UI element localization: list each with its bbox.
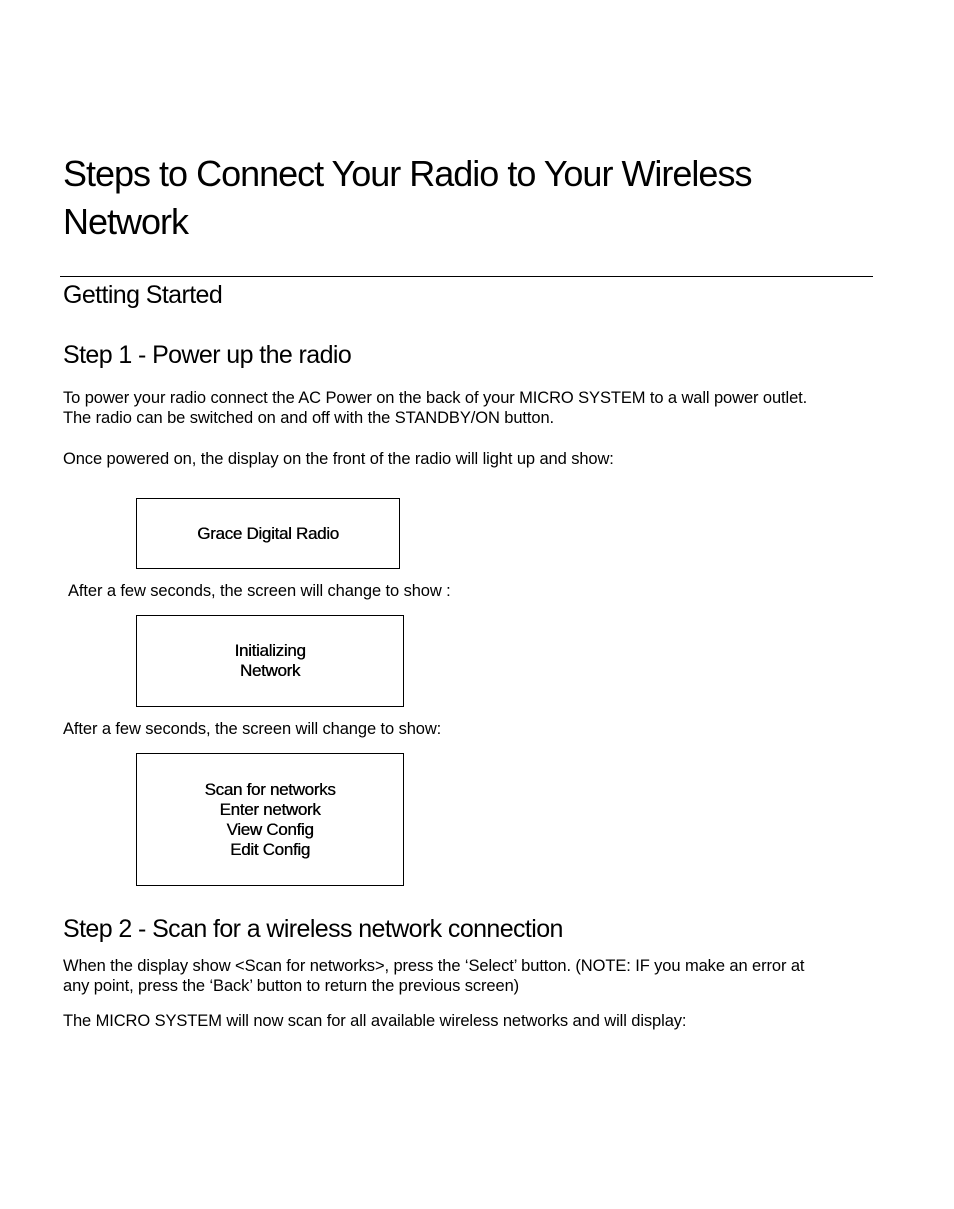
section-heading-getting-started: Getting Started [63, 281, 223, 309]
step-1-after-text-1: After a few seconds, the screen will change to show : [68, 582, 451, 600]
radio-menu-item-view-config: View Config [226, 819, 314, 839]
radio-display-line: Network [239, 661, 301, 680]
step-2-paragraph-line-2: any point, press the ‘Back’ button to return the previous screen) [63, 977, 520, 995]
step-2-paragraph-select [63, 956, 903, 996]
step-1-paragraph-line-2: The radio can be switched on and off with the STANDBY/ON button. [63, 409, 555, 427]
radio-menu-item-enter: Enter network [219, 799, 321, 819]
step-2-paragraph-scan: The MICRO SYSTEM will now scan for all available wireless networks and will display: [63, 1012, 687, 1030]
section-divider [60, 276, 873, 277]
step-2-heading: Step 2 - Scan for a wireless network connection [63, 915, 563, 943]
step-1-paragraph-line-1: To power your radio connect the AC Power on the back of your MICRO SYSTEM to a wall power outlet. [63, 389, 808, 407]
radio-menu-item-scan: Scan for networks [204, 779, 336, 799]
radio-display-line: Initializing [234, 641, 306, 660]
page-title-line-2: Network [63, 201, 189, 242]
step-1-paragraph-power [63, 388, 903, 428]
page-title-line-1: Steps to Connect Your Radio to Your Wireless [63, 153, 752, 194]
radio-menu-item-edit-config: Edit Config [230, 839, 310, 859]
step-1-paragraph-powered-on: Once powered on, the display on the front of the radio will light up and show: [63, 450, 614, 468]
radio-display-welcome [136, 498, 400, 569]
radio-display-line: Grace Digital Radio [197, 524, 339, 543]
page-title [63, 150, 863, 246]
step-2-paragraph-line-1: When the display show <Scan for networks>, press the ‘Select’ button. (NOTE: IF you make an error at [63, 957, 805, 975]
radio-display-initializing [136, 615, 404, 707]
step-1-heading: Step 1 - Power up the radio [63, 341, 352, 369]
radio-display-menu [136, 753, 404, 886]
step-1-after-text-2: After a few seconds, the screen will change to show: [63, 720, 442, 738]
